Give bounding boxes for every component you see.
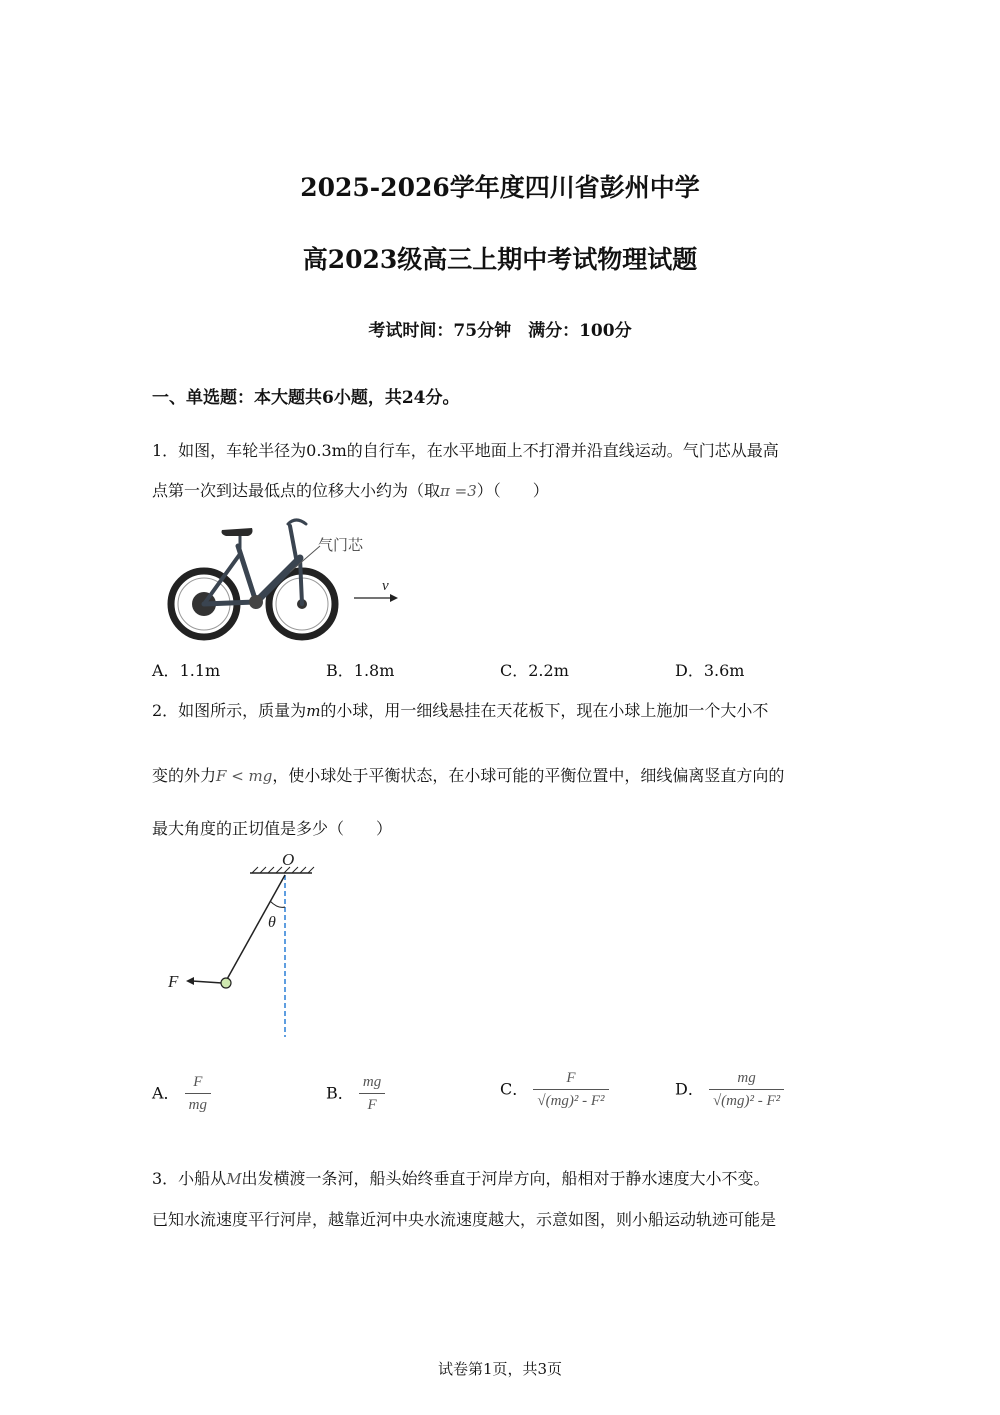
force-arrowhead (186, 977, 194, 985)
q1-option-b (326, 658, 394, 681)
q2-option-b (326, 1074, 385, 1114)
option-label: C． (500, 1079, 529, 1099)
string-line (226, 875, 285, 981)
fraction-denominator: √(mg)² - F² (709, 1089, 784, 1110)
q2-force-math: F < mg (216, 767, 273, 785)
fraction-denominator: mg (185, 1093, 211, 1114)
q2-mass-symbol: m (306, 702, 321, 720)
option-text: 1.8m (353, 661, 395, 680)
fraction-numerator: mg (362, 1074, 382, 1090)
q2-option-a (152, 1074, 211, 1114)
angle-label-theta: θ (268, 914, 276, 931)
option-label: B． (326, 1083, 354, 1103)
fraction (709, 1070, 784, 1110)
option-label: C． (500, 661, 529, 680)
fraction-denominator: √(mg)² - F² (533, 1089, 608, 1110)
fraction-numerator: F (566, 1070, 576, 1086)
ball (221, 978, 231, 988)
page-footer: 试卷第1页，共3页 (437, 1360, 563, 1378)
q1-option-a (152, 658, 220, 681)
fraction (359, 1074, 385, 1114)
fraction-numerator: mg (737, 1070, 756, 1086)
q2-line1-after: 的小球，用一细线悬挂在天花板下，现在小球上施加一个大小不 (320, 701, 769, 720)
q3-line2: 已知水流速度平行河岸，越靠近河中央水流速度越大，示意如图，则小船运动轨迹可能是 (152, 1210, 777, 1229)
q2-option-c (500, 1070, 609, 1110)
q1-option-d (675, 658, 744, 681)
crank (249, 595, 263, 609)
option-label: D． (675, 661, 704, 680)
section-heading: 一、单选题：本大题共6小题，共24分。 (152, 388, 460, 408)
fraction-denominator: F (359, 1093, 385, 1114)
velocity-label: v (382, 578, 389, 594)
option-label: B． (326, 661, 354, 680)
q3-line1-before: 3．小船从 (152, 1169, 227, 1188)
q2-option-d (675, 1070, 784, 1110)
pendulum-figure (160, 845, 330, 1045)
q2-line3: 最大角度的正切值是多少（ ） (152, 819, 393, 838)
q2-line2-after: ，使小球处于平衡状态，在小球可能的平衡位置中，细线偏离竖直方向的 (272, 766, 785, 785)
valve-label: 气门芯 (318, 537, 364, 554)
option-text: 3.6m (703, 661, 745, 680)
option-text: 1.1m (179, 661, 221, 680)
q1-line2-before: 点第一次到达最低点的位移大小约为（取 (152, 481, 441, 500)
option-label: D． (675, 1079, 704, 1099)
q1-line1: 1．如图，车轮半径为0.3m的自行车，在水平地面上不打滑并沿直线运动。气门芯从最高 (152, 441, 779, 460)
saddle (222, 528, 253, 536)
pivot-label-o: O (282, 850, 295, 869)
option-label: A． (152, 1083, 180, 1103)
q2-line2 (152, 763, 784, 786)
fraction (185, 1074, 211, 1114)
fraction (533, 1070, 608, 1110)
q3-point-m: M (226, 1170, 242, 1188)
q3-line1 (152, 1166, 770, 1189)
angle-arc (270, 901, 285, 907)
force-label-f: F (168, 972, 179, 991)
q1-pi-math: π =3 (440, 482, 477, 500)
q2-line1 (152, 698, 768, 721)
q3-line1-after: 出发横渡一条河，船头始终垂直于河岸方向，船相对于静水速度大小不变。 (241, 1169, 770, 1188)
bicycle-figure (160, 510, 410, 642)
force-arrow (192, 981, 222, 983)
q1-line2-after: ）（ ） (476, 481, 549, 500)
exam-info: 考试时间：75分钟 满分：100分 (368, 321, 632, 341)
fraction-numerator: F (193, 1074, 203, 1090)
q2-line2-before: 变的外力 (152, 766, 217, 785)
q2-line1-before: 2．如图所示，质量为 (152, 701, 307, 720)
option-label: A． (152, 661, 180, 680)
q1-line2 (152, 478, 549, 501)
page-title-line1: 2025-2026学年度四川省彭州中学 (300, 173, 700, 202)
bicycle-frame (204, 520, 306, 604)
q1-option-c (500, 658, 569, 681)
option-text: 2.2m (528, 661, 569, 680)
page-title-line2: 高2023级高三上期中考试物理试题 (302, 245, 698, 274)
velocity-arrowhead (390, 594, 398, 602)
